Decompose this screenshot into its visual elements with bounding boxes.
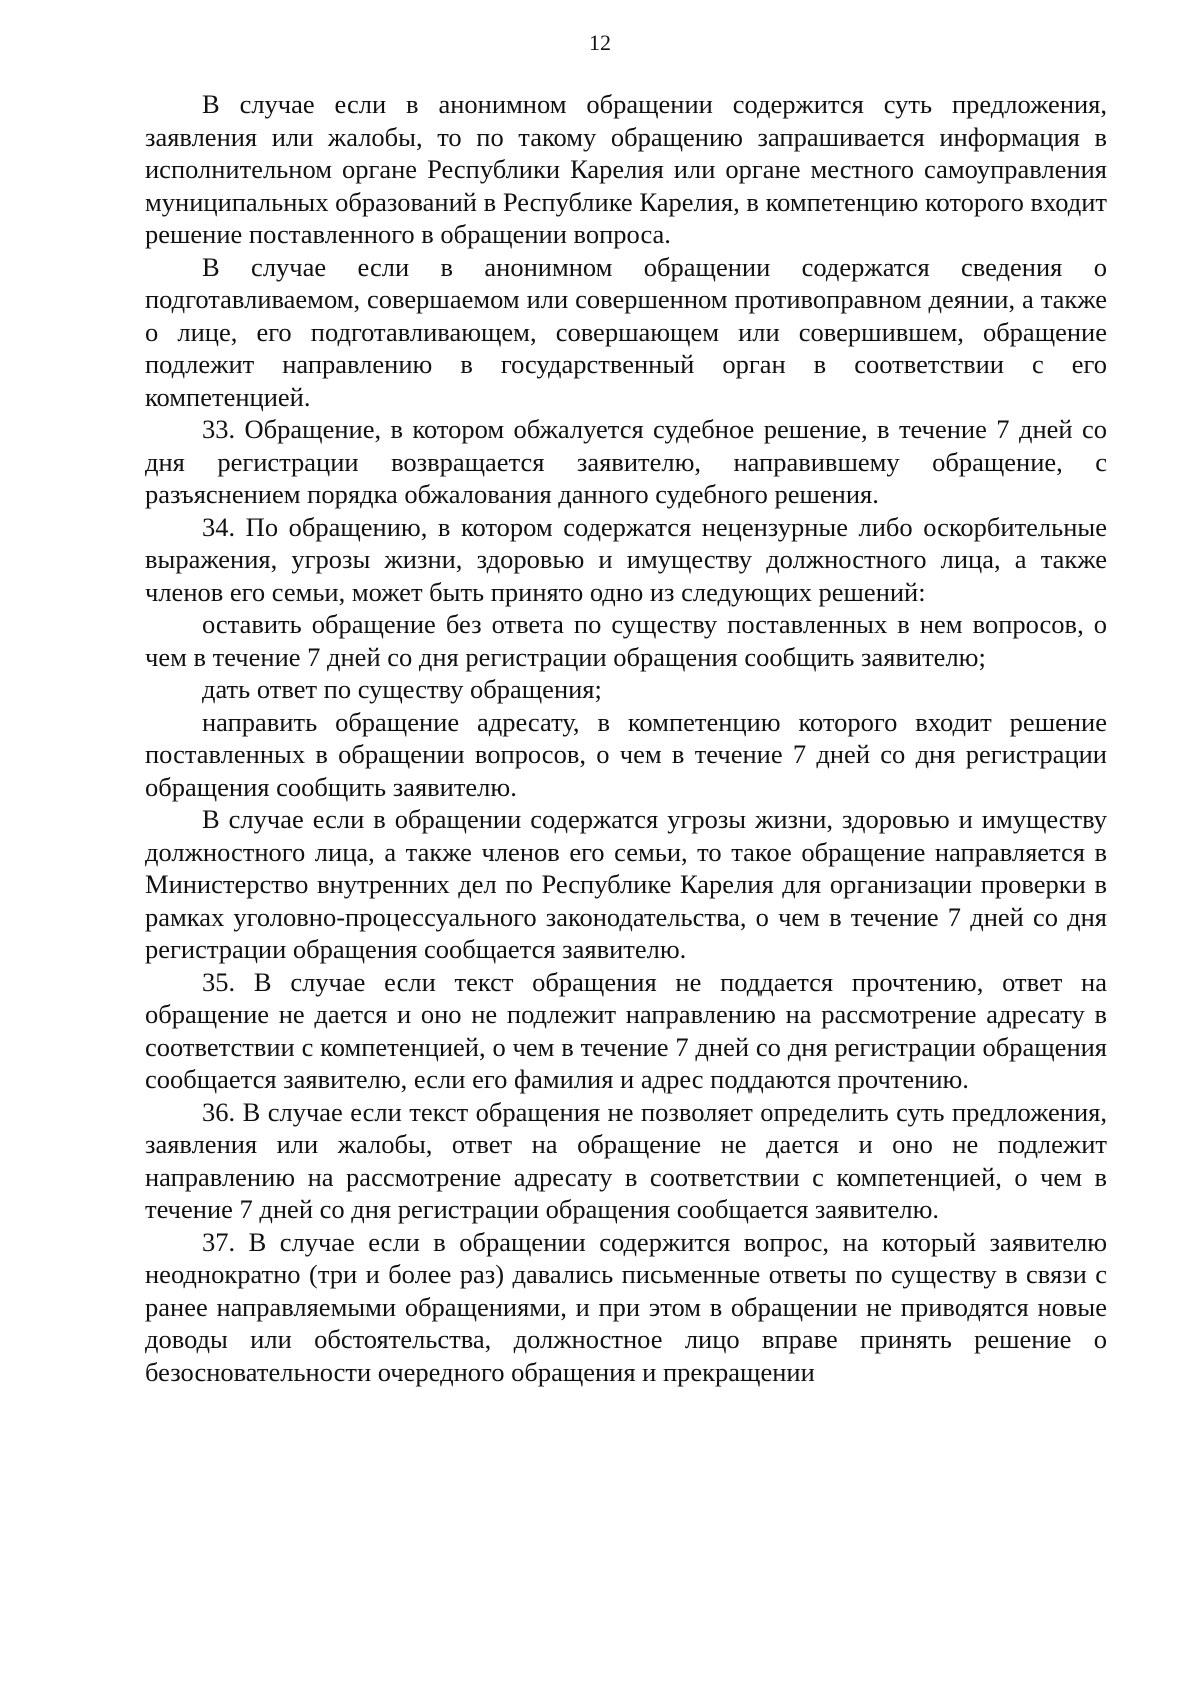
- paragraph-item-33: 33. Обращение, в котором обжалуется судебное решение, в течение 7 дней со дня регистрации возвращается заявителю, направившему обращение, с разъяснением порядка обжалования данного судебного решения.: [145, 414, 1107, 509]
- paragraph-option-no-answer: оставить обращение без ответа по существу поставленных в нем вопросов, о чем в течение 7 дней со дня регистрации обращения сообщить заявителю;: [145, 609, 1107, 672]
- paragraph-anonymous-proposal: В случае если в анонимном обращении содержится суть предложения, заявления или жалобы, то по такому обращению запрашивается информация в исполнительном органе Республики Карелия или органе местного самоуправления муниципальных образований в Республике Карелия, в компетенцию которого входит решение поставленного в обращении вопроса.: [145, 89, 1107, 249]
- paragraph-option-redirect: направить обращение адресату, в компетенцию которого входит решение поставленных в обращении вопросов, о чем в течение 7 дней со дня регистрации обращения сообщить заявителю.: [145, 706, 1107, 802]
- paragraph-threats: В случае если в обращении содержатся угрозы жизни, здоровью и имуществу должностного лица, а также членов его семьи, то такое обращение направляется в Министерство внутренних дел по Республике Карелия для организации проверки в рамках уголовно-процессуального законодательства, о чем в течение 7 дней со дня регистрации обращения сообщается заявителю.: [145, 804, 1107, 964]
- page-number: 12: [589, 30, 611, 55]
- paragraph-option-answer: дать ответ по существу обращения;: [202, 674, 602, 704]
- paragraph-anonymous-unlawful-act: В случае если в анонимном обращении содержатся сведения о подготавливаемом, совершаемом или совершенном противоправном деянии, а также о лице, его подготавливающем, совершающем или совершившем, обращение подлежит направлению в государственный орган в соответствии с его компетенцией.: [145, 251, 1107, 412]
- paragraph-item-37: 37. В случае если в обращении содержится вопрос, на который заявителю неоднократно (три и более раз) давались письменные ответы по существу в связи с ранее направляемыми обращениями, и при этом в обращении не приводятся новые доводы или обстоятельства, должностное лицо вправе принять решение о безосновательности очередного обращения и прекращении: [145, 1226, 1107, 1387]
- paragraph-item-36: 36. В случае если текст обращения не позволяет определить суть предложения, заявления или жалобы, ответ на обращение не дается и оно не подлежит направлению на рассмотрение адресату в соответствии с компетенцией, о чем в течение 7 дней со дня регистрации обращения сообщается заявителю.: [145, 1096, 1107, 1224]
- paragraph-item-34: 34. По обращению, в котором содержатся нецензурные либо оскорбительные выражения, угрозы жизни, здоровью и имуществу должностного лица, а также членов его семьи, может быть принято одно из следующих решений:: [145, 511, 1107, 607]
- document-body: [145, 88, 1107, 1388]
- paragraph-item-35: 35. В случае если текст обращения не поддается прочтению, ответ на обращение не дается и оно не подлежит направлению на рассмотрение адресату в соответствии с компетенцией, о чем в течение 7 дней со дня регистрации обращения сообщается заявителю, если его фамилия и адрес поддаются прочтению.: [145, 966, 1107, 1094]
